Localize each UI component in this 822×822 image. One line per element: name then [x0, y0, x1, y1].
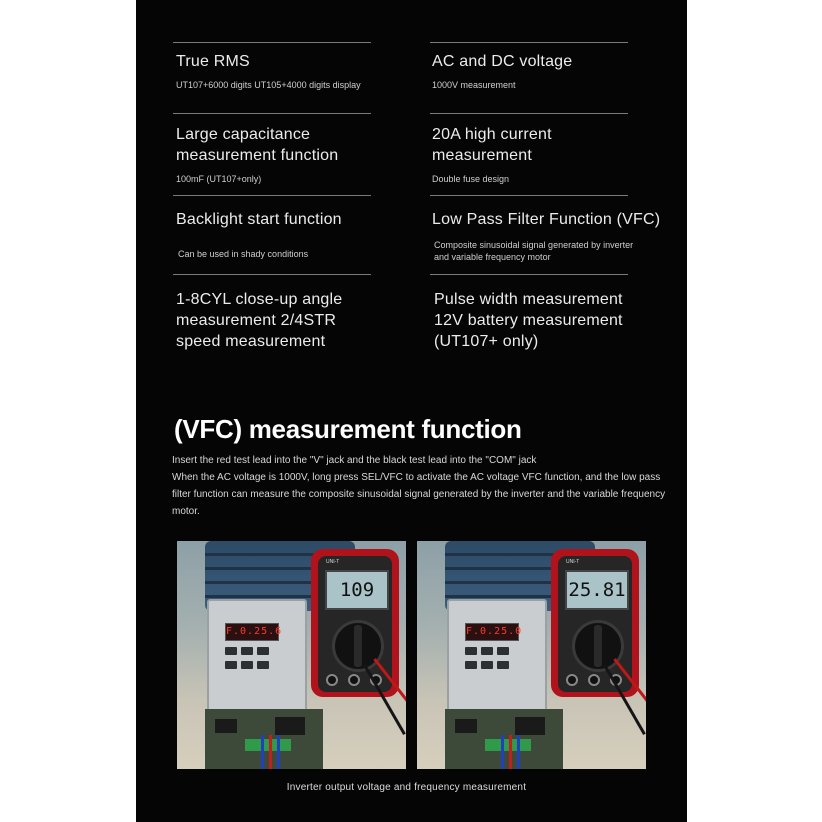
- photo-measurement-1: [177, 541, 406, 769]
- divider: [173, 274, 371, 275]
- feature-title: Large capacitance measurement function: [176, 126, 339, 164]
- vfc-description: [172, 452, 672, 520]
- feature-title: True RMS: [176, 53, 250, 70]
- feature-title: Pulse width measurement 12V battery measurement (UT107+ only): [434, 291, 623, 350]
- divider: [430, 113, 628, 114]
- divider: [173, 195, 371, 196]
- feature-pulse-width: [434, 289, 674, 352]
- divider: [430, 195, 628, 196]
- feature-desc: 100mF (UT107+only): [176, 174, 262, 184]
- photo-caption: Inverter output voltage and frequency measurement: [286, 782, 527, 793]
- vfc-line-2: When the AC voltage is 1000V, long press SEL/VFC to activate the AC voltage VFC function, and the low pass filter function can measure the composite sinusoidal signal generated by the inverter and the variable frequency motor.: [172, 472, 666, 517]
- feature-capacitance: [176, 124, 416, 185]
- inverter-display: F.0.25.6: [225, 623, 279, 641]
- feature-desc: Can be used in shady conditions: [178, 249, 309, 259]
- circuit-board: [445, 709, 563, 769]
- photo-measurement-2: [417, 541, 646, 769]
- feature-title: Low Pass Filter Function (VFC): [432, 211, 661, 228]
- product-panel: [136, 0, 687, 822]
- feature-ac-dc-voltage: [432, 51, 672, 91]
- inverter-unit: [447, 599, 547, 713]
- divider: [173, 42, 371, 43]
- meter-brand: UNI-T: [326, 559, 340, 565]
- divider: [173, 113, 371, 114]
- feature-cyl-angle: [176, 289, 416, 352]
- feature-desc: Double fuse design: [432, 174, 510, 184]
- feature-low-pass-filter: [432, 209, 677, 263]
- feature-title: 20A high current measurement: [432, 126, 552, 164]
- meter-display: 109: [325, 570, 389, 610]
- feature-desc: 1000V measurement: [432, 80, 516, 90]
- inverter-unit: [207, 599, 307, 713]
- feature-title: Backlight start function: [176, 211, 342, 228]
- feature-desc: UT107+6000 digits UT105+4000 digits display: [176, 80, 361, 90]
- meter-brand: UNI-T: [566, 559, 580, 565]
- feature-true-rms: [176, 51, 416, 91]
- vfc-line-1: Insert the red test lead into the "V" jack and the black test lead into the "COM" jack: [172, 455, 537, 466]
- vfc-heading: (VFC) measurement function: [174, 414, 522, 444]
- inverter-display: F.0.25.0: [465, 623, 519, 641]
- meter-display: 25.81: [565, 570, 629, 610]
- feature-backlight: [176, 209, 416, 260]
- feature-desc: Composite sinusoidal signal generated by inverter and variable frequency motor: [434, 240, 634, 262]
- feature-high-current: [432, 124, 672, 185]
- divider: [430, 42, 628, 43]
- feature-title: AC and DC voltage: [432, 53, 573, 70]
- feature-title: 1-8CYL close-up angle measurement 2/4STR speed measurement: [176, 291, 343, 350]
- divider: [430, 274, 628, 275]
- circuit-board: [205, 709, 323, 769]
